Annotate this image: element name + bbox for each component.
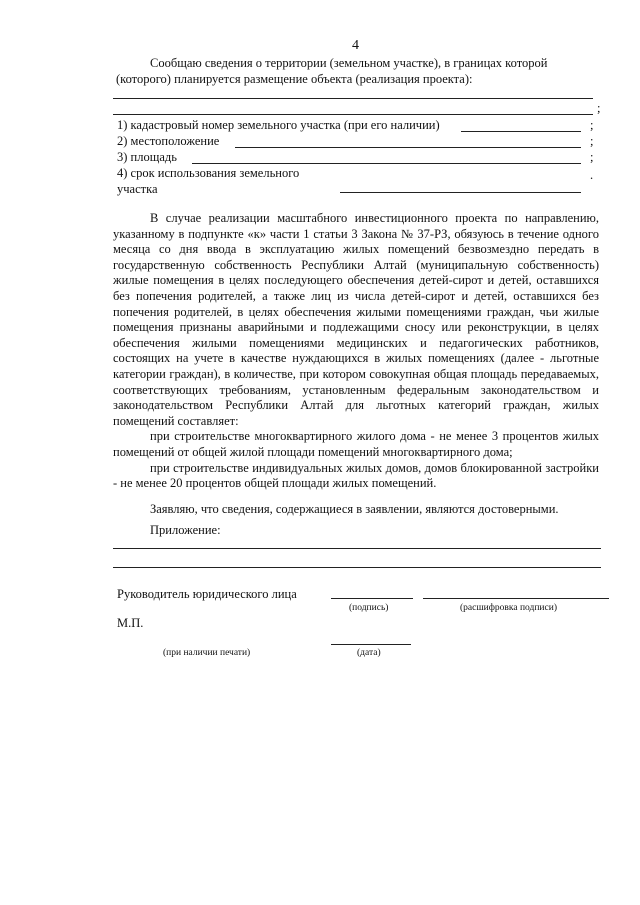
signature-caption: (подпись): [349, 603, 389, 613]
location-label: 2) местоположение: [117, 134, 220, 148]
end-mark-location: ;: [590, 134, 594, 148]
seal-label: М.П.: [117, 616, 144, 630]
area-label: 3) площадь: [117, 150, 177, 164]
term-label-line2: участка: [117, 182, 158, 196]
paragraph-apartment: при строительстве многоквартирного жилого дома - не менее 3 процентов жилых помещений от общей жилой площади помещений многоквартирного дома;: [113, 429, 599, 459]
attachments-line-2[interactable]: [113, 567, 601, 568]
page-number: 4: [352, 38, 359, 53]
paragraph-houses: при строительстве индивидуальных жилых домов, домов блокированной застройки - не менее 20 процентов общей площади жилых помещений.: [113, 460, 599, 491]
end-mark-cadastral: ;: [590, 118, 594, 132]
cadastral-number-field[interactable]: [461, 131, 581, 132]
date-caption: (дата): [357, 648, 381, 658]
cadastral-number-label: 1) кадастровый номер земельного участка (при его наличии): [117, 118, 440, 132]
term-label-line1: 4) срок использования земельного: [117, 166, 300, 180]
date-field[interactable]: [331, 644, 411, 645]
signature-field[interactable]: [331, 598, 413, 599]
blank-line-territory-1: [113, 98, 593, 99]
area-field[interactable]: [192, 163, 581, 164]
decoding-caption: (расшифровка подписи): [460, 603, 557, 613]
obligation-text: [113, 211, 599, 517]
decoding-field[interactable]: [423, 598, 609, 599]
attachments-line-1[interactable]: [113, 548, 601, 549]
head-of-entity-label: Руководитель юридического лица: [117, 587, 297, 601]
seal-caption: (при наличии печати): [163, 648, 251, 658]
term-field[interactable]: [340, 192, 581, 193]
territory-intro-line2: (которого) планируется размещение объекта (реализация проекта):: [116, 72, 473, 86]
paragraph-main: В случае реализации масштабного инвестиционного проекта по направлению, указанному в подпункте «к» части 1 статьи 3 Закона № 37-РЗ, обязуюсь в течение одного месяца со дня ввода в эксплуатацию жилых помещений безвозмездно передать в государственную собственность Республики Алтай (муниципальную собственность) жилые помещения в целях последующего обеспечения детей-сирот и детей, оставшихся без попечения родителей, а также лиц из числа детей-сирот и детей, оставшихся без попечения родителей, в целях обеспечения жилыми помещениями граждан, чьи жилые помещения признаны аварийными и подлежащими сносу или реконструкции, в целях обеспечения жилыми помещениями медицинских и педагогических работников, состоящих на учете в качестве нуждающихся в жилых помещениях (далее - льготные категории граждан), в количестве, при котором совокупная общая площадь передаваемых, соответствующих требованиям, установленным федеральным законодательством и законодательством Республики Алтай для льготных категорий граждан, жилых помещений составляет:: [113, 211, 599, 428]
location-field[interactable]: [235, 147, 581, 148]
attachments-label: Приложение:: [150, 523, 221, 537]
end-mark-area: ;: [590, 150, 594, 164]
end-mark-term: .: [590, 168, 594, 182]
territory-intro-line1: Сообщаю сведения о территории (земельном участке), в границах которой: [150, 56, 548, 70]
blank-line-territory-2: [113, 114, 593, 115]
declaration: Заявляю, что сведения, содержащиеся в заявлении, являются достоверными.: [150, 501, 559, 516]
end-mark-territory: ;: [597, 101, 601, 115]
